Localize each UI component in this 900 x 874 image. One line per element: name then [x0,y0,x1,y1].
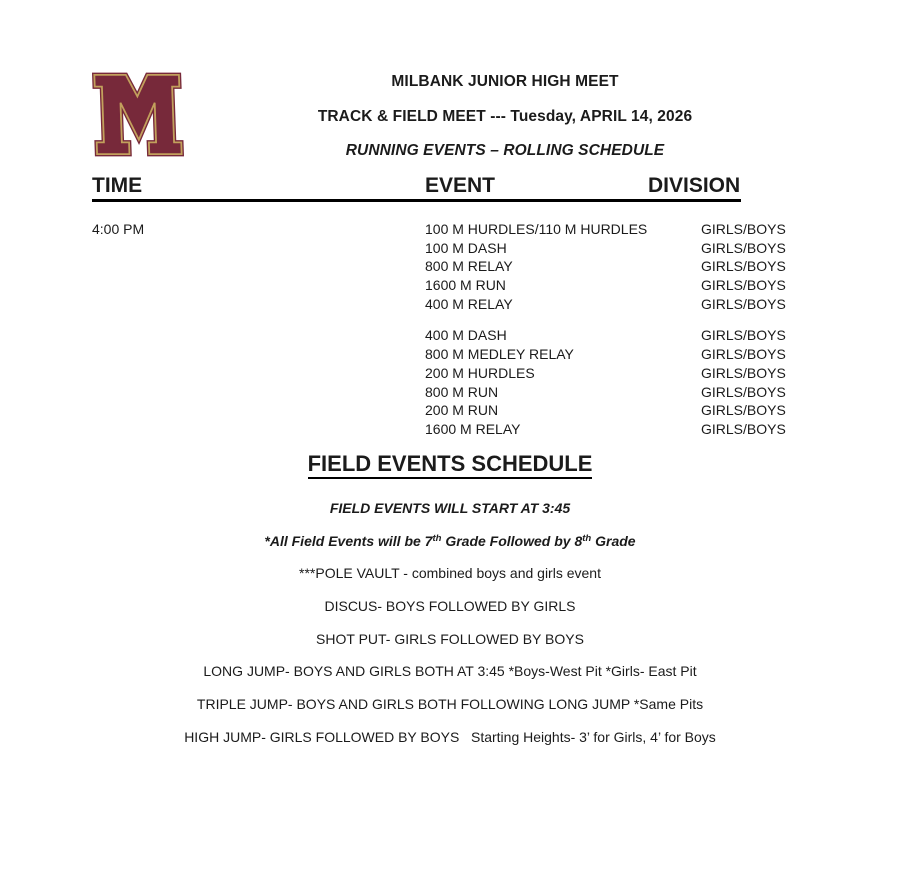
event-division: GIRLS/BOYS [701,221,786,237]
event-division: GIRLS/BOYS [701,420,786,437]
ordinal-superscript: th [582,532,592,544]
event-name: 1600 M RUN [425,277,506,294]
running-event-row [92,420,792,439]
field-events-heading-text: FIELD EVENTS SCHEDULE [308,451,593,479]
event-name: 100 M DASH [425,239,507,256]
grade-note-part: Grade Followed by 8 [441,532,583,549]
event-division: GIRLS/BOYS [701,327,786,344]
column-header-time: TIME [92,174,143,197]
triple-jump-note: TRIPLE JUMP- BOYS AND GIRLS BOTH FOLLOWING LONG JUMP *Same Pits [196,696,704,713]
field-events-heading [0,451,900,477]
running-event-row [92,326,792,345]
running-event-row [92,364,792,383]
event-division: GIRLS/BOYS [701,295,786,312]
running-event-row [92,276,792,295]
event-division: GIRLS/BOYS [701,277,786,294]
grade-order-note [0,525,900,558]
meet-date-subtitle: TRACK & FIELD MEET --- Tuesday, APRIL 14, 2026 [317,108,693,125]
running-event-row [92,257,792,276]
long-jump-note: LONG JUMP- BOYS AND GIRLS BOTH AT 3:45 *Boys-West Pit *Girls- East Pit [203,663,697,680]
event-name: 200 M HURDLES [425,364,535,381]
running-event-row [92,295,792,314]
event-division: GIRLS/BOYS [701,258,786,275]
field-start-note: FIELD EVENTS WILL START AT 3:45 [329,500,571,516]
event-start-time: 4:00 PM [92,221,145,237]
running-table-header [92,174,741,202]
running-event-row [92,345,792,364]
high-jump-note: HIGH JUMP- GIRLS FOLLOWED BY BOYS Starting Heights- 3’ for Girls, 4’ for Boys [184,728,716,745]
event-division: GIRLS/BOYS [701,364,786,381]
event-name: 400 M DASH [425,327,507,344]
running-event-row [92,220,792,239]
running-events-heading: RUNNING EVENTS – ROLLING SCHEDULE [345,142,665,159]
event-name: 1600 M RELAY [425,420,521,437]
event-name: 200 M RUN [425,402,499,419]
event-name: 400 M RELAY [425,295,513,312]
ordinal-superscript: th [432,532,442,544]
grade-note-part: Grade [591,532,636,549]
running-event-row [92,401,792,420]
running-table-body [92,220,792,439]
meet-title: MILBANK JUNIOR HIGH MEET [391,73,619,90]
event-division: GIRLS/BOYS [701,239,786,256]
grade-note-part: *All Field Events will be 7 [264,532,433,549]
event-name: 800 M MEDLEY RELAY [425,346,574,363]
running-event-row [92,383,792,402]
event-name: 800 M RUN [425,383,499,400]
field-events-notes [0,492,900,754]
discus-note: DISCUS- BOYS FOLLOWED BY GIRLS [324,598,576,615]
event-name: 100 M HURDLES/110 M HURDLES [425,221,648,237]
event-name: 800 M RELAY [425,258,513,275]
column-header-division: DIVISION [648,174,741,197]
running-event-row [92,239,792,258]
event-division: GIRLS/BOYS [701,383,786,400]
event-division: GIRLS/BOYS [701,402,786,419]
shot-put-note: SHOT PUT- GIRLS FOLLOWED BY BOYS [316,630,584,647]
column-header-event: EVENT [425,174,496,197]
event-division: GIRLS/BOYS [701,346,786,363]
pole-vault-note: ***POLE VAULT - combined boys and girls event [299,565,601,582]
